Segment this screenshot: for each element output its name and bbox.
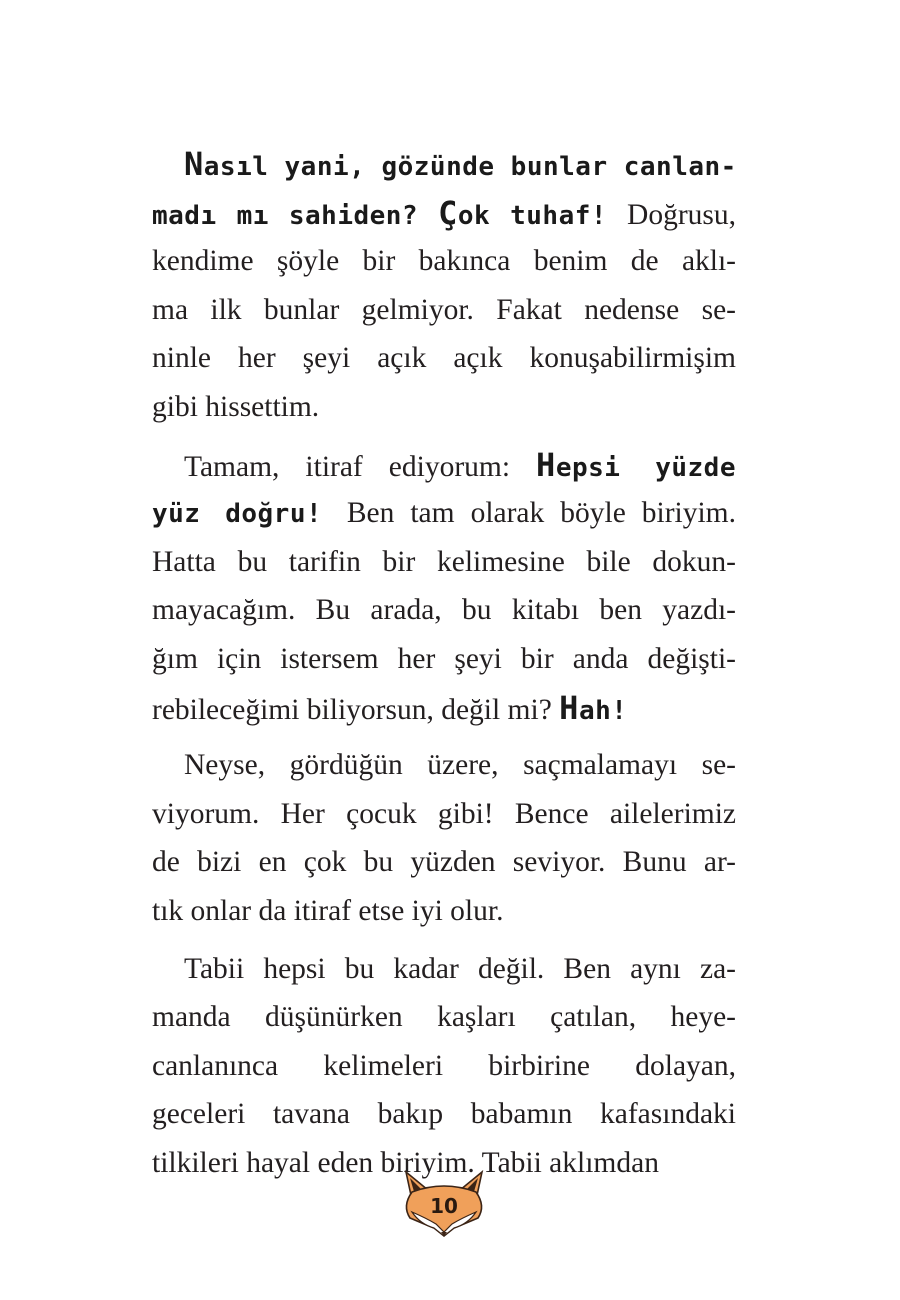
body-text-run: manda düşünürken kaşları çatılan, heye- <box>152 1001 736 1034</box>
handwritten-run: asıl yani, gözünde bunlar canlan- <box>203 152 737 182</box>
handwritten-text <box>438 193 628 232</box>
body-text-run: geceleri tavana bakıp babamın kafasındaki <box>152 1098 736 1131</box>
text-line <box>152 741 736 790</box>
handwritten-run: epsi yüzde <box>555 452 736 483</box>
body-text-run: Ben tam olarak böyle biriyim. <box>346 497 736 530</box>
handwritten-run: ah! <box>578 695 628 726</box>
body-text-run: Tabii hepsi bu kadar değil. Ben aynı za- <box>184 952 736 985</box>
body-text-run: viyorum. Her çocuk gibi! Bence ailelerimiz <box>152 797 736 830</box>
text-line <box>152 334 736 383</box>
body-text-run: Tamam, itiraf ediyorum: <box>184 450 537 483</box>
body-text-run: ninle her şeyi açık açık konuşabilirmişim <box>152 342 736 375</box>
handwritten-text <box>536 445 736 484</box>
text-line <box>152 140 736 189</box>
handwritten-capital: N <box>184 145 204 183</box>
body-text-run: canlanınca kelimeleri birbirine dolayan, <box>152 1049 736 1082</box>
body-text-run: tık onlar da itiraf etse iyi olur. <box>152 894 504 927</box>
handwritten-run: madı mı sahiden? <box>152 200 439 231</box>
text-line <box>152 790 736 839</box>
body-text-run: Doğrusu, <box>627 198 736 231</box>
text-line <box>152 189 736 238</box>
text-line <box>152 237 736 286</box>
handwritten-run: yüz doğru! <box>152 499 347 530</box>
text-line <box>152 887 736 936</box>
body-text-run: kendime şöyle bir bakınca benim de aklı- <box>152 245 736 278</box>
text-line <box>152 635 736 684</box>
text-line <box>152 383 736 432</box>
handwritten-capital: H <box>559 688 579 727</box>
body-text <box>152 140 736 1187</box>
body-text-run: rebileceğimi biliyorsun, değil mi? <box>152 693 560 726</box>
text-line <box>152 489 736 538</box>
body-text-run: Neyse, gördüğün üzere, saçmalamayı se- <box>184 749 736 782</box>
text-line <box>152 1042 736 1091</box>
handwritten-capital: Ç <box>438 193 458 232</box>
body-text-run: tilkileri hayal eden biriyim. Tabii aklımdan <box>152 1146 659 1179</box>
handwritten-run: ok tuhaf! <box>457 200 628 231</box>
page-number: 10 <box>430 1194 458 1218</box>
paragraph-gap <box>152 936 736 945</box>
body-text-run: Hatta bu tarifin bir kelimesine bile dokun- <box>152 545 736 578</box>
handwritten-text <box>559 688 628 727</box>
handwritten-text <box>152 201 438 231</box>
text-line <box>152 945 736 994</box>
text-line <box>152 441 736 490</box>
paragraph-gap <box>152 432 736 441</box>
body-text-run: de bizi en çok bu yüzden seviyor. Bunu ar- <box>152 846 736 879</box>
handwritten-text <box>184 145 737 183</box>
text-line <box>152 538 736 587</box>
body-text-run: ma ilk bunlar gelmiyor. Fakat nedense se- <box>152 293 736 326</box>
paragraph-gap <box>152 732 736 741</box>
body-text-run: gibi hissettim. <box>152 390 320 423</box>
text-line <box>152 838 736 887</box>
text-line <box>152 286 736 335</box>
page-number-badge <box>398 1166 490 1242</box>
body-text-run: mayacağım. Bu arada, bu kitabı ben yazdı- <box>152 594 736 627</box>
handwritten-text <box>152 499 347 529</box>
text-line <box>152 1090 736 1139</box>
text-line <box>152 586 736 635</box>
text-line <box>152 993 736 1042</box>
body-text-run: ğım için istersem her şeyi bir anda değişti- <box>152 642 736 675</box>
handwritten-capital: H <box>536 445 556 484</box>
text-line <box>152 684 736 733</box>
